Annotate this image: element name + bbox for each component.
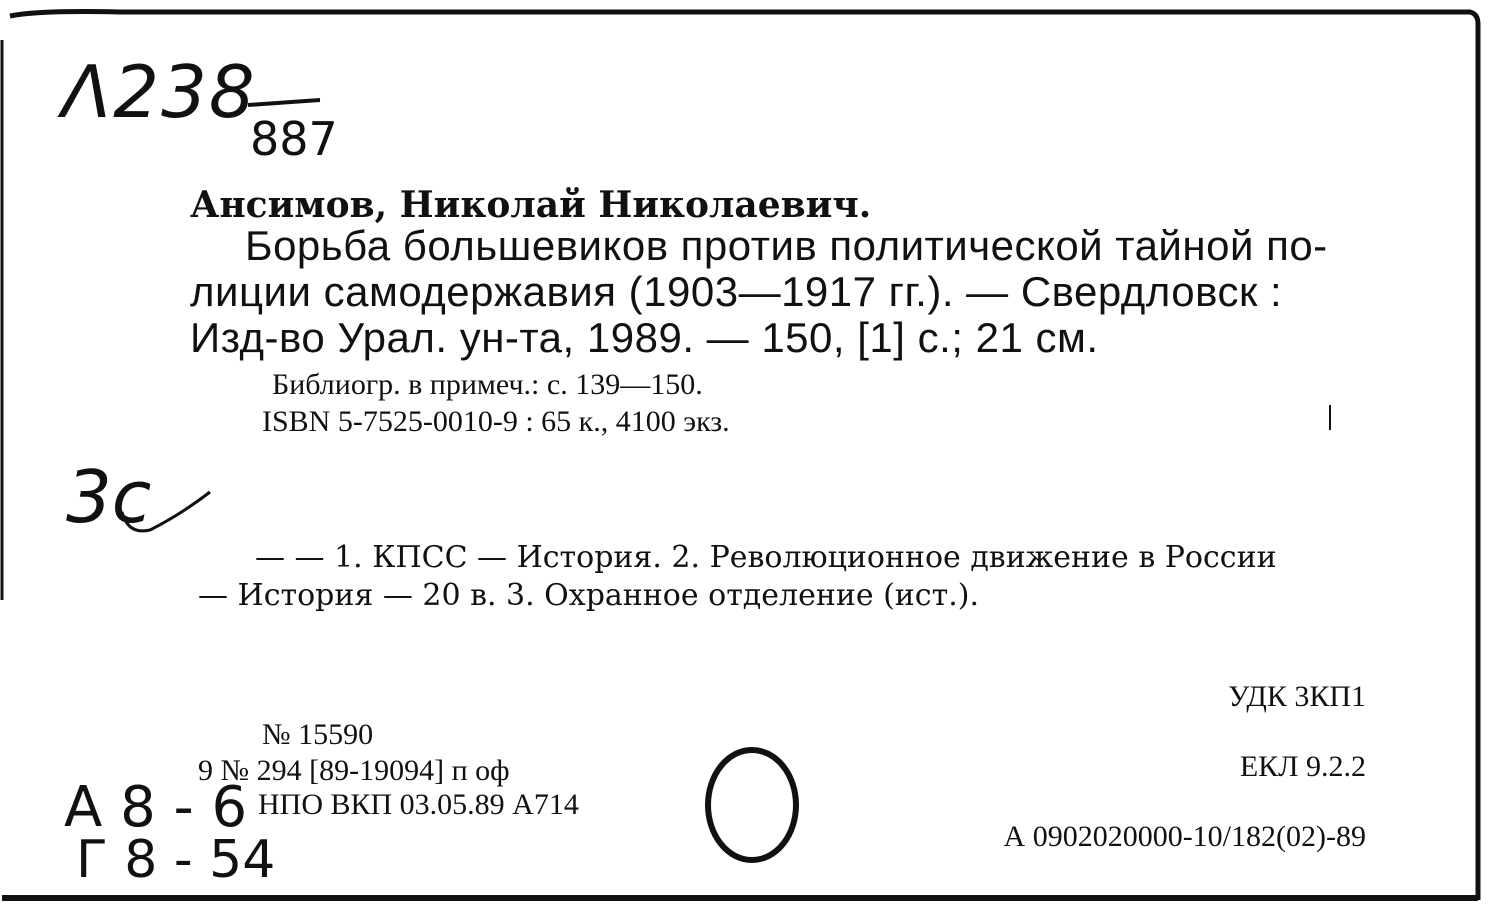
shelfmark-fraction: 887 (250, 112, 338, 166)
isbn-note: ISBN 5-7525-0010-9 : 65 к., 4100 экз. (262, 405, 730, 438)
printer-line: НПО ВКП 03.05.89 А714 (258, 788, 579, 821)
title-line-3: Изд-во Урал. ун-та, 1989. — 150, [1] с.; 21 см. (190, 314, 1099, 361)
handwritten-code-g: Г 8 - 54 (76, 830, 276, 890)
card-number: № 15590 (262, 718, 374, 751)
subject-line-1: — — 1. КПСС — История. 2. Революционное движение в России (255, 540, 1277, 575)
order-number: 9 № 294 [89-19094] п оф (198, 754, 510, 787)
title-line-1: Борьба большевиков против политической тайной по- (245, 222, 1328, 269)
classification-code: А 0902020000-10/182(02)-89 (1003, 820, 1366, 853)
shelfmark-fraction-bar (248, 100, 320, 105)
circle-mark (708, 750, 796, 860)
subject-line-2: — История — 20 в. 3. Охранное отделение (ист.). (198, 578, 979, 613)
udk-code: УДК 3КП1 (1228, 680, 1366, 713)
ekl-code: ЕКЛ 9.2.2 (1239, 750, 1366, 783)
bibliography-note: Библиогр. в примеч.: с. 139—150. (272, 368, 703, 401)
shelfmark-top: Λ238 (62, 50, 257, 134)
title-line-2: лиции самодержавия (1903—1917 гг.). — Свердловск : (190, 268, 1283, 315)
handwritten-code-a: А 8 - 6 (64, 775, 248, 840)
handwritten-mark-3c: 3с (66, 455, 152, 539)
author-heading: Ансимов, Николай Николаевич. (190, 184, 872, 226)
